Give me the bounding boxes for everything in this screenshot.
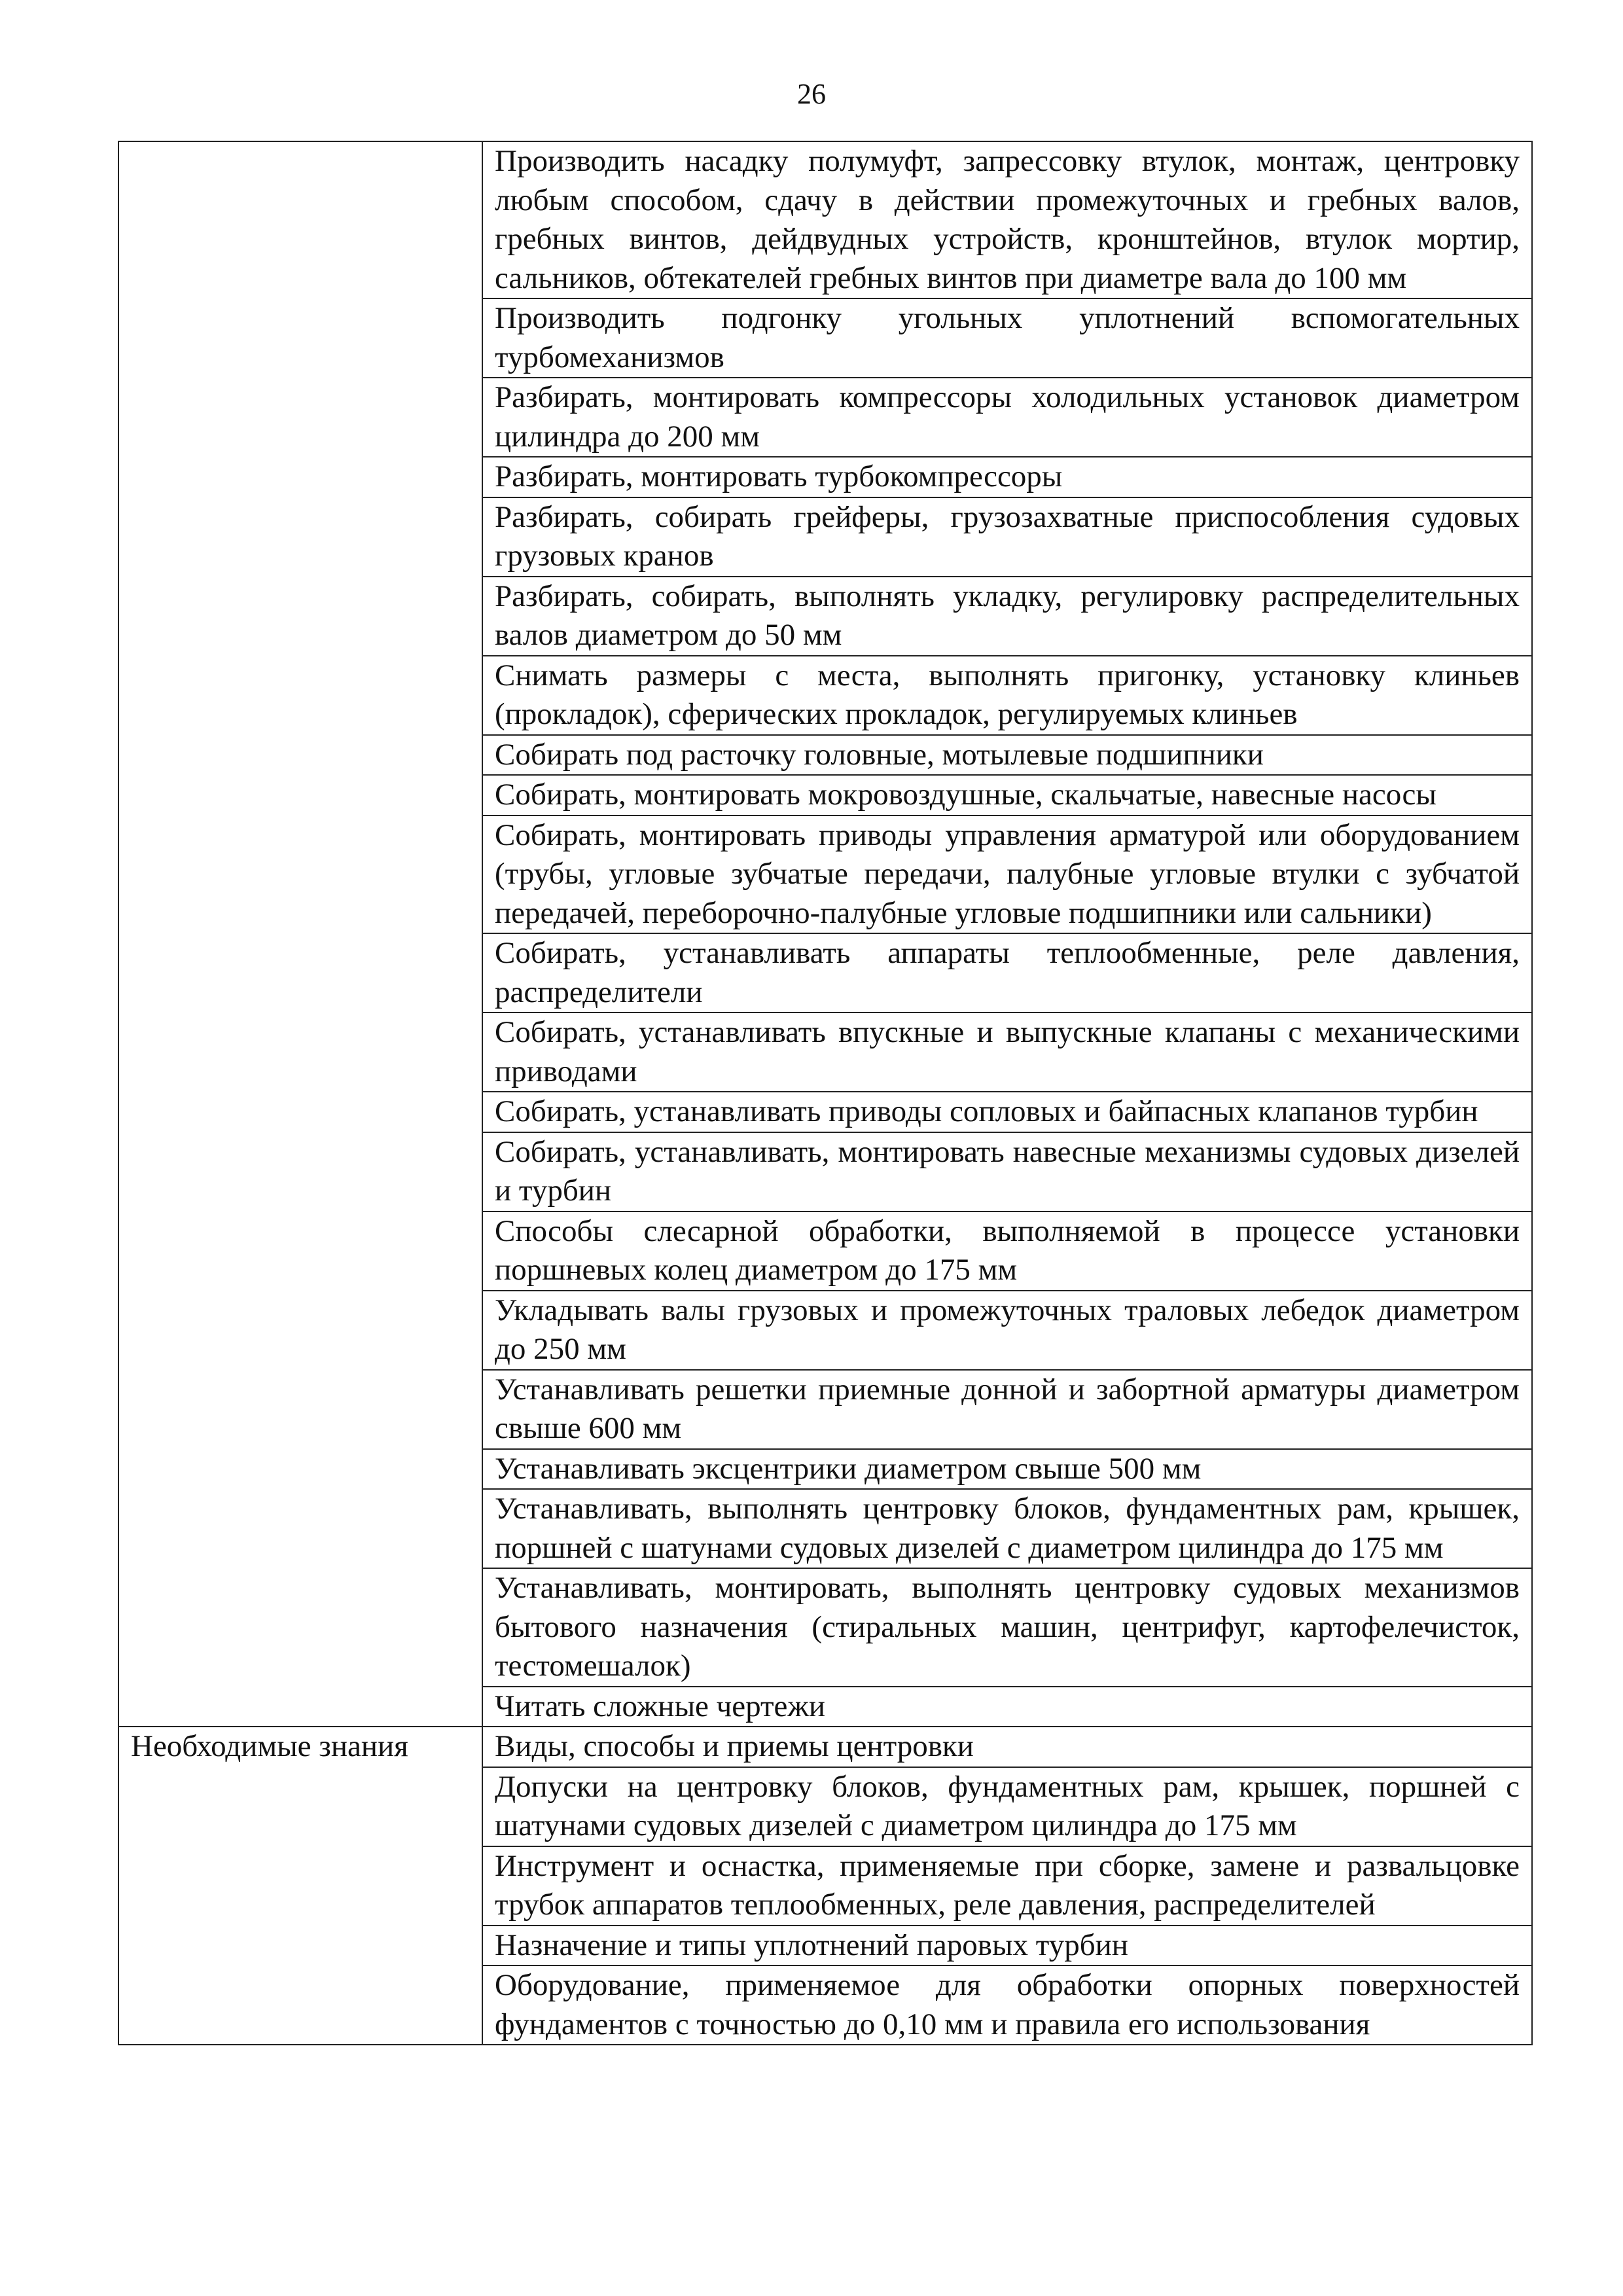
requirement-item: Собирать, монтировать приводы управления арматурой или оборудованием (трубы, угловые зубчатые передачи, палубные угловые втулки с зубчатой передачей, переборочно-палубные угловые подшипники или сальники) [482,816,1532,934]
requirement-item: Укладывать валы грузовых и промежуточных траловых лебедок диаметром до 250 мм [482,1291,1532,1370]
table-row [118,141,1532,298]
requirement-item: Собирать, устанавливать впускные и выпускные клапаны с механическими приводами [482,1013,1532,1092]
section-label-empty [118,141,482,1727]
requirement-item: Собирать под расточку головные, мотылевые подшипники [482,735,1532,776]
requirement-item: Устанавливать решетки приемные донной и забортной арматуры диаметром свыше 600 мм [482,1370,1532,1449]
requirement-item: Собирать, устанавливать аппараты теплообменные, реле давления, распределители [482,933,1532,1013]
table-row [118,1727,1532,1767]
requirement-item: Собирать, устанавливать, монтировать навесные механизмы судовых дизелей и турбин [482,1132,1532,1211]
requirement-item: Разбирать, собирать, выполнять укладку, регулировку распределительных валов диаметром до 50 мм [482,577,1532,656]
requirement-item: Разбирать, монтировать турбокомпрессоры [482,457,1532,497]
requirement-item: Допуски на центровку блоков, фундаментных рам, крышек, поршней с шатунами судовых дизелей с диаметром цилиндра до 175 мм [482,1767,1532,1846]
requirement-item: Читать сложные чертежи [482,1687,1532,1727]
page-number: 26 [797,78,826,110]
competency-table [118,141,1533,2045]
requirement-item: Собирать, устанавливать приводы сопловых и байпасных клапанов турбин [482,1092,1532,1132]
requirement-item: Производить насадку полумуфт, запрессовку втулок, монтаж, центровку любым способом, сдачу в действии промежуточных и гребных валов, гребных винтов, дейдвудных устройств, кронштейнов, втулок мортир, сальников, обтекателей гребных винтов при диаметре вала до 100 мм [482,141,1532,298]
requirement-item: Производить подгонку угольных уплотнений вспомогательных турбомеханизмов [482,298,1532,378]
requirement-item: Назначение и типы уплотнений паровых турбин [482,1926,1532,1966]
requirement-item: Оборудование, применяемое для обработки опорных поверхностей фундаментов с точностью до 0,10 мм и правила его использования [482,1965,1532,2045]
section-label: Необходимые знания [118,1727,482,2045]
requirement-item: Инструмент и оснастка, применяемые при сборке, замене и развальцовке трубок аппаратов теплообменных, реле давления, распределителей [482,1846,1532,1926]
requirement-item: Разбирать, собирать грейферы, грузозахватные приспособления судовых грузовых кранов [482,497,1532,577]
requirement-item: Устанавливать эксцентрики диаметром свыше 500 мм [482,1449,1532,1490]
requirement-item: Устанавливать, монтировать, выполнять центровку судовых механизмов бытового назначения (стиральных машин, центрифуг, картофелечисток, тестомешалок) [482,1568,1532,1687]
requirement-item: Собирать, монтировать мокровоздушные, скальчатые, навесные насосы [482,775,1532,816]
table-body [118,141,1532,2045]
requirement-item: Устанавливать, выполнять центровку блоков, фундаментных рам, крышек, поршней с шатунами судовых дизелей с диаметром цилиндра до 175 мм [482,1489,1532,1568]
requirement-item: Разбирать, монтировать компрессоры холодильных установок диаметром цилиндра до 200 мм [482,378,1532,457]
requirement-item: Виды, способы и приемы центровки [482,1727,1532,1767]
requirement-item: Снимать размеры с места, выполнять пригонку, установку клиньев (прокладок), сферических прокладок, регулируемых клиньев [482,656,1532,735]
requirement-item: Способы слесарной обработки, выполняемой в процессе установки поршневых колец диаметром до 175 мм [482,1211,1532,1291]
